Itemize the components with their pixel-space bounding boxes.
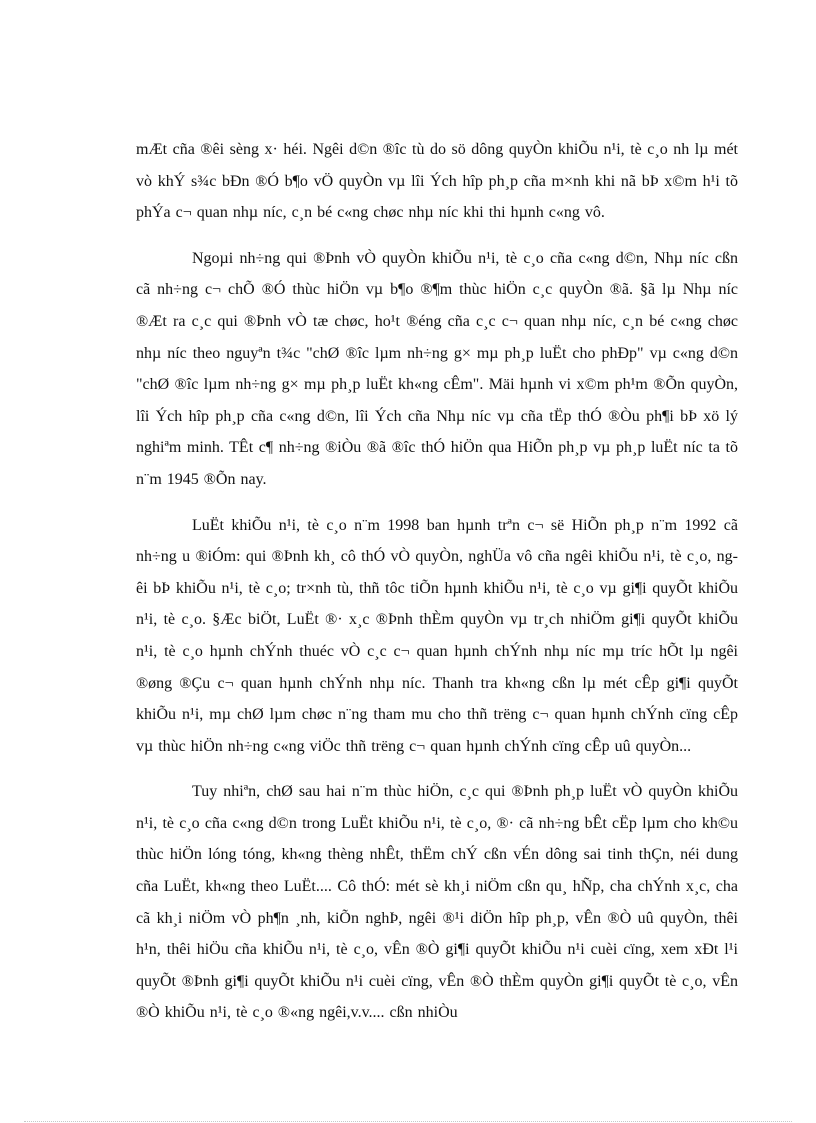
paragraph-3: LuËt khiÕu n¹i, tè c¸o n¨m 1998 ban hµnh trªn c¬ së HiÕn ph¸p n¨m 1992 cã nh÷ng u ®iÓm: qui ®Þnh kh¸ cô thÓ vÒ quyÒn, nghÜa vô cña ngêi khiÕu n¹i, tè c¸o, ngêi bÞ khiÕu n¹i, tè c¸o; tr×nh tù, thñ tôc tiÕn hµnh khiÕu n¹i, tè c¸o vµ gi¶i quyÕt khiÕu n¹i, tè c¸o. §Æc biÖt, LuËt ®· x¸c ®Þnh thÈm quyÒn vµ tr¸ch nhiÖm gi¶i quyÕt khiÕu n¹i, tè c¸o hµnh chÝnh thuéc vÒ c¸c c¬ quan hµnh chÝnh nhµ níc mµ tríc hÕt lµ ngêi ®øng ®Çu c¬ quan hµnh chÝnh nhµ níc. Thanh tra kh«ng cßn lµ mét cÊp gi¶i quyÕt khiÕu n¹i, mµ chØ lµm chøc n¨ng tham mu cho thñ trëng c¬ quan hµnh chÝnh cïng cÊp vµ thùc hiÖn nh÷ng c«ng viÖc thñ trëng c¬ quan hµnh chÝnh cïng cÊp uû quyÒn... bbox=[136, 516, 738, 755]
page-bottom-divider bbox=[24, 1121, 792, 1122]
paragraph-2: Ngoµi nh÷ng qui ®Þnh vÒ quyÒn khiÕu n¹i, tè c¸o cña c«ng d©n, Nhµ níc cßn cã nh÷ng c¬ chÕ ®Ó thùc hiÖn vµ b¶o ®¶m thùc hiÖn c¸c quyÒn ®ã. §ã lµ Nhµ níc ®Æt ra c¸c qui ®Þnh vÒ tæ chøc, ho¹t ®éng cña c¸c c¬ quan nhµ níc, c¸n bé c«ng chøc nhµ níc theo nguyªn t¾c "chØ ®îc lµm nh÷ng g× mµ ph¸p luËt cho phÐp" vµ c«ng d©n "chØ ®îc lµm nh÷ng g× mµ ph¸p luËt kh«ng cÊm". Mäi hµnh vi x©m ph¹m ®Õn quyÒn, lîi Ých hîp ph¸p cña c«ng d©n, lîi Ých cña Nhµ níc vµ cña tËp thÓ ®Òu ph¶i bÞ xö lý nghiªm minh. TÊt c¶ nh÷ng ®iÒu ®ã ®îc thÓ hiÖn qua HiÕn ph¸p vµ ph¸p luËt níc ta tõ n¨m 1945 ®Õn nay. bbox=[136, 249, 738, 488]
document-body bbox=[136, 134, 738, 1043]
paragraph-4: Tuy nhiªn, chØ sau hai n¨m thùc hiÖn, c¸c qui ®Þnh ph¸p luËt vÒ quyÒn khiÕu n¹i, tè c¸o cña c«ng d©n trong LuËt khiÕu n¹i, tè c¸o, ®· cã nh÷ng bÊt cËp lµm cho kh©u thùc hiÖn lóng tóng, kh«ng thèng nhÊt, thËm chÝ cßn vÉn dông sai tinh thÇn, néi dung cña LuËt, kh«ng theo LuËt.... Cô thÓ: mét sè kh¸i niÖm cßn qu¸ hÑp, cha chÝnh x¸c, cha cã kh¸i niÖm vÒ ph¶n ¸nh, kiÕn nghÞ, ngêi ®¹i diÖn hîp ph¸p, vÊn ®Ò uû quyÒn, thêi h¹n, thêi hiÖu cña khiÕu n¹i, tè c¸o, vÊn ®Ò gi¶i quyÕt khiÕu n¹i cuèi cïng, xem xÐt l¹i quyÕt ®Þnh gi¶i quyÕt khiÕu n¹i cuèi cïng, vÊn ®Ò thÈm quyÒn gi¶i quyÕt tè c¸o, vÊn ®Ò khiÕu n¹i, tè c¸o ®«ng ngêi,v.v.... cßn nhiÒu bbox=[136, 783, 738, 1022]
paragraph-1: mÆt cña ®êi sèng x· héi. Ngêi d©n ®îc tù do sö dông quyÒn khiÕu n¹i, tè c¸o nh lµ mét vò khÝ s¾c bÐn ®Ó b¶o vÖ quyÒn vµ lîi Ých hîp ph¸p cña m×nh khi nã bÞ x©m h¹i tõ phÝa c¬ quan nhµ níc, c¸n bé c«ng chøc nhµ níc khi thi hµnh c«ng vô. bbox=[136, 141, 738, 222]
